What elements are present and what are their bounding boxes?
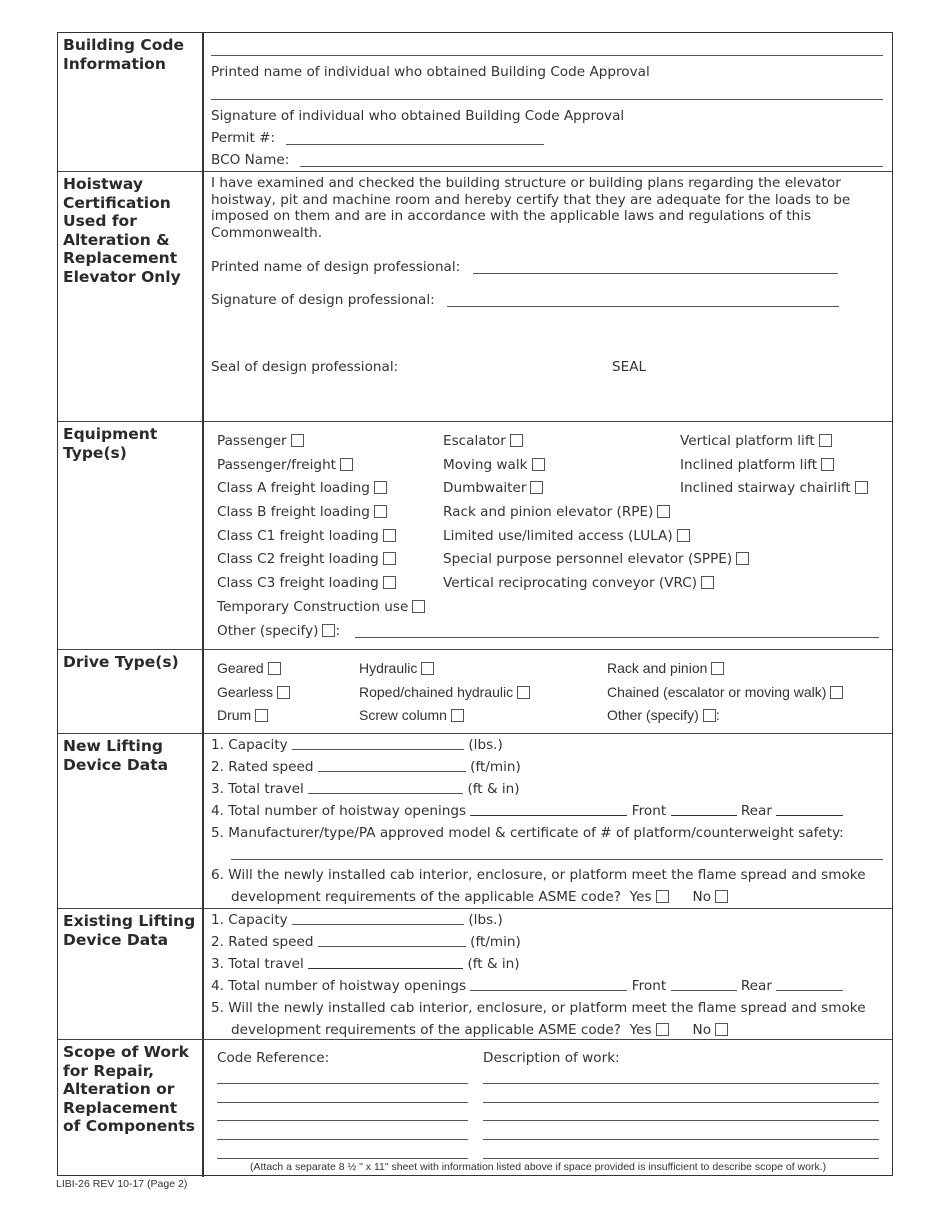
equip-vertical-platform-lift[interactable]: Vertical platform lift [680, 433, 832, 449]
description-line-4[interactable] [483, 1139, 879, 1140]
equip-other-field[interactable] [355, 637, 879, 638]
new-total-travel: 3. Total travel (ft & in) [211, 781, 520, 797]
new-openings: 4. Total number of hoistway openings Front Rear [211, 803, 843, 819]
code-ref-line-3[interactable] [217, 1120, 468, 1121]
existing-rear-field[interactable] [776, 978, 843, 991]
new-flame-question-2: development requirements of the applicable ASME code? Yes No [231, 889, 728, 905]
equip-inclined-platform-lift[interactable]: Inclined platform lift [680, 457, 834, 473]
new-openings-field[interactable] [470, 803, 627, 816]
description-line-5[interactable] [483, 1158, 879, 1159]
checkbox[interactable] [819, 434, 832, 447]
permit-label: Permit #: [211, 130, 276, 146]
new-no-checkbox[interactable] [715, 890, 728, 903]
existing-travel-field[interactable] [308, 956, 463, 969]
new-manufacturer-field[interactable] [231, 859, 883, 860]
equip-sppe[interactable]: Special purpose personnel elevator (SPPE) [443, 551, 749, 567]
checkbox[interactable] [340, 458, 353, 471]
existing-openings: 4. Total number of hoistway openings Front Rear [211, 978, 843, 994]
equip-rpe[interactable]: Rack and pinion elevator (RPE) [443, 504, 670, 520]
existing-yes-checkbox[interactable] [656, 1023, 669, 1036]
checkbox[interactable] [703, 709, 716, 722]
checkbox[interactable] [451, 709, 464, 722]
checkbox[interactable] [510, 434, 523, 447]
existing-flame-question-2: development requirements of the applicable ASME code? Yes No [231, 1022, 728, 1038]
drive-rack-pinion[interactable]: Rack and pinion [607, 660, 724, 676]
description-line-3[interactable] [483, 1120, 879, 1121]
new-device-heading: New Lifting Device Data [58, 734, 204, 908]
equip-dumbwaiter[interactable]: Dumbwaiter [443, 480, 543, 496]
checkbox[interactable] [291, 434, 304, 447]
checkbox[interactable] [383, 576, 396, 589]
code-ref-line-4[interactable] [217, 1139, 468, 1140]
hoistway-heading: Hoistway Certification Used for Alteration & Replacement Elevator Only [58, 172, 204, 421]
printed-name-label: Printed name of individual who obtained Building Code Approval [211, 64, 650, 80]
seal-label: Seal of design professional: [211, 359, 399, 375]
equip-escalator[interactable]: Escalator [443, 433, 523, 449]
application-form [57, 32, 893, 1176]
existing-capacity: 1. Capacity (lbs.) [211, 912, 503, 928]
drive-section [58, 650, 892, 734]
checkbox[interactable] [383, 529, 396, 542]
scope-section [58, 1040, 892, 1177]
checkbox[interactable] [322, 624, 335, 637]
certification-statement: I have examined and checked the building structure or building plans regarding the elevator hoistway, pit and machine room and hereby certify that they are adequate for the loads to be imposed on them and are in accordance with the applicable laws and regulations of this Commonwealth. [211, 175, 851, 241]
equip-passenger[interactable]: Passenger [217, 433, 304, 449]
drive-screw-column[interactable]: Screw column [359, 707, 464, 723]
new-capacity: 1. Capacity (lbs.) [211, 737, 503, 753]
new-speed-field[interactable] [318, 759, 466, 772]
drive-roped-hydraulic[interactable]: Roped/chained hydraulic [359, 684, 530, 700]
equip-class-c2[interactable]: Class C2 freight loading [217, 551, 396, 567]
checkbox[interactable] [736, 552, 749, 565]
checkbox[interactable] [374, 481, 387, 494]
checkbox[interactable] [532, 458, 545, 471]
checkbox[interactable] [421, 662, 434, 675]
existing-openings-field[interactable] [470, 978, 627, 991]
equip-class-a[interactable]: Class A freight loading [217, 480, 387, 496]
hoistway-section [58, 172, 892, 422]
drive-geared[interactable]: Geared [217, 660, 281, 676]
checkbox[interactable] [821, 458, 834, 471]
equip-temporary-construction[interactable]: Temporary Construction use [217, 599, 425, 615]
code-ref-line-5[interactable] [217, 1158, 468, 1159]
equip-class-c1[interactable]: Class C1 freight loading [217, 528, 396, 544]
new-travel-field[interactable] [308, 781, 463, 794]
form-id-footer: LIBI-26 REV 10-17 (Page 2) [56, 1178, 188, 1190]
equip-other[interactable]: Other (specify) : [217, 623, 341, 639]
equip-inclined-stairway-chairlift[interactable]: Inclined stairway chairlift [680, 480, 868, 496]
existing-device-heading: Existing Lifting Device Data [58, 909, 204, 1039]
drive-drum[interactable]: Drum [217, 707, 268, 723]
design-signature-label: Signature of design professional: [211, 292, 435, 308]
permit-field[interactable] [286, 144, 544, 145]
new-front-field[interactable] [671, 803, 737, 816]
existing-device-section [58, 909, 892, 1040]
signature-field[interactable] [211, 99, 883, 100]
checkbox[interactable] [701, 576, 714, 589]
existing-front-field[interactable] [671, 978, 737, 991]
description-line-2[interactable] [483, 1102, 879, 1103]
checkbox[interactable] [412, 600, 425, 613]
description-line-1[interactable] [483, 1083, 879, 1084]
equip-vrc[interactable]: Vertical reciprocating conveyor (VRC) [443, 575, 714, 591]
code-ref-line-2[interactable] [217, 1102, 468, 1103]
code-reference-label: Code Reference: [217, 1050, 330, 1066]
existing-flame-question-1: 5. Will the newly installed cab interior, enclosure, or platform meet the flame spread and smoke [211, 1000, 866, 1016]
seal-placeholder[interactable]: SEAL [612, 359, 647, 375]
new-device-section [58, 734, 892, 909]
new-yes-checkbox[interactable] [656, 890, 669, 903]
design-printed-name-field[interactable] [473, 273, 838, 274]
bco-name-field[interactable] [300, 166, 883, 167]
drive-heading: Drive Type(s) [58, 650, 204, 733]
code-ref-line-1[interactable] [217, 1083, 468, 1084]
checkbox[interactable] [383, 552, 396, 565]
existing-no-checkbox[interactable] [715, 1023, 728, 1036]
checkbox[interactable] [657, 505, 670, 518]
existing-capacity-field[interactable] [292, 912, 464, 925]
new-rated-speed: 2. Rated speed (ft/min) [211, 759, 521, 775]
new-rear-field[interactable] [776, 803, 843, 816]
drive-hydraulic[interactable]: Hydraulic [359, 660, 434, 676]
equip-class-c3[interactable]: Class C3 freight loading [217, 575, 396, 591]
drive-other[interactable]: Other (specify) : [607, 707, 720, 723]
checkbox[interactable] [268, 662, 281, 675]
description-label: Description of work: [483, 1050, 620, 1066]
checkbox[interactable] [855, 481, 868, 494]
equip-class-b[interactable]: Class B freight loading [217, 504, 387, 520]
equip-lula[interactable]: Limited use/limited access (LULA) [443, 528, 690, 544]
equipment-section [58, 422, 892, 650]
scope-heading: Scope of Work for Repair, Alteration or Replacement of Components [58, 1040, 204, 1177]
checkbox[interactable] [830, 686, 843, 699]
existing-speed-field[interactable] [318, 934, 466, 947]
design-printed-name-label: Printed name of design professional: [211, 259, 461, 275]
checkbox[interactable] [677, 529, 690, 542]
equip-passenger-freight[interactable]: Passenger/freight [217, 457, 353, 473]
drive-gearless[interactable]: Gearless [217, 684, 290, 700]
attach-sheet-note: (Attach a separate 8 ½ " x 11" sheet with information listed above if space provided is insufficient to describe scope of work.) [250, 1161, 827, 1173]
checkbox[interactable] [530, 481, 543, 494]
new-manufacturer-label: 5. Manufacturer/type/PA approved model & certificate of # of platform/counterweight safety: [211, 825, 844, 841]
existing-total-travel: 3. Total travel (ft & in) [211, 956, 520, 972]
design-signature-field[interactable] [447, 306, 839, 307]
checkbox[interactable] [517, 686, 530, 699]
new-capacity-field[interactable] [292, 737, 464, 750]
checkbox[interactable] [277, 686, 290, 699]
printed-name-field[interactable] [211, 55, 883, 56]
bco-name-label: BCO Name: [211, 152, 290, 168]
signature-label: Signature of individual who obtained Building Code Approval [211, 108, 625, 124]
existing-rated-speed: 2. Rated speed (ft/min) [211, 934, 521, 950]
new-flame-question-1: 6. Will the newly installed cab interior, enclosure, or platform meet the flame spread and smoke [211, 867, 866, 883]
equip-moving-walk[interactable]: Moving walk [443, 457, 545, 473]
checkbox[interactable] [374, 505, 387, 518]
equipment-heading: Equipment Type(s) [58, 422, 204, 649]
drive-chained[interactable]: Chained (escalator or moving walk) [607, 684, 843, 700]
building-code-section [58, 33, 892, 172]
checkbox[interactable] [255, 709, 268, 722]
building-code-heading: Building Code Information [58, 33, 204, 171]
checkbox[interactable] [711, 662, 724, 675]
